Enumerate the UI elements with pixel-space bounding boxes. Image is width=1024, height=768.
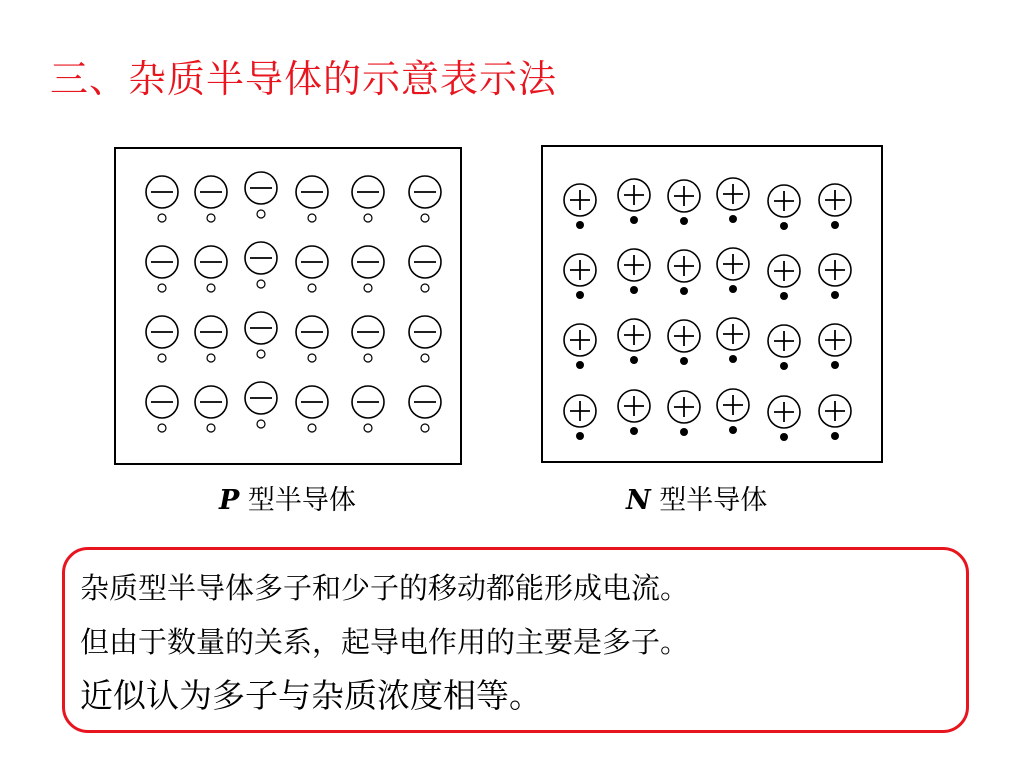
acceptor-ion (195, 246, 227, 292)
donor-ion (768, 185, 800, 230)
n-type-label: 型半导体 (659, 485, 768, 516)
hole-icon (308, 214, 316, 222)
electron-icon (831, 221, 839, 229)
note-line-1: 杂质型半导体多子和少子的移动都能形成电流。 (80, 571, 690, 605)
electron-icon (729, 215, 737, 223)
p-type-letter: P (219, 485, 240, 516)
donor-ion (819, 324, 851, 369)
acceptor-ion (352, 386, 384, 432)
electron-icon (576, 361, 584, 369)
acceptor-ion (409, 176, 441, 222)
donor-ion (618, 249, 650, 294)
hole-icon (364, 424, 372, 432)
electron-icon (729, 355, 737, 363)
n-type-ion-grid (564, 178, 851, 441)
hole-icon (158, 284, 166, 292)
donor-ion (819, 184, 851, 229)
donor-ion (564, 324, 596, 369)
acceptor-ion (296, 316, 328, 362)
note-line-2: 但由于数量的关系，起导电作用的主要是多子。 (80, 625, 690, 659)
acceptor-ion (146, 316, 178, 362)
hole-icon (158, 214, 166, 222)
donor-ion (564, 184, 596, 229)
electron-icon (576, 432, 584, 440)
p-type-label: 型半导体 (247, 485, 356, 516)
hole-icon (257, 280, 265, 288)
electron-icon (576, 291, 584, 299)
donor-ion (768, 325, 800, 370)
hole-icon (421, 284, 429, 292)
electron-icon (780, 362, 788, 370)
donor-ion (618, 319, 650, 364)
hole-icon (421, 214, 429, 222)
acceptor-ion (245, 382, 277, 428)
acceptor-ion (146, 386, 178, 432)
hole-icon (308, 424, 316, 432)
electron-icon (630, 216, 638, 224)
hole-icon (308, 284, 316, 292)
acceptor-ion (146, 176, 178, 222)
electron-icon (680, 428, 688, 436)
n-type-caption (626, 478, 767, 517)
note-line-3: 近似认为多子与杂质浓度相等。 (80, 676, 542, 715)
acceptor-ion (352, 246, 384, 292)
donor-ion (768, 396, 800, 441)
hole-icon (207, 214, 215, 222)
hole-icon (257, 210, 265, 218)
hole-icon (207, 284, 215, 292)
electron-icon (831, 361, 839, 369)
electron-icon (780, 433, 788, 441)
electron-icon (576, 221, 584, 229)
acceptor-ion (245, 312, 277, 358)
electron-icon (831, 432, 839, 440)
acceptor-ion (195, 316, 227, 362)
hole-icon (257, 350, 265, 358)
donor-ion (819, 254, 851, 299)
hole-icon (421, 424, 429, 432)
hole-icon (158, 354, 166, 362)
donor-ion (564, 254, 596, 299)
electron-icon (630, 427, 638, 435)
p-type-caption (219, 478, 356, 517)
electron-icon (780, 292, 788, 300)
hole-icon (308, 354, 316, 362)
hole-icon (207, 424, 215, 432)
donor-ion (819, 395, 851, 440)
donor-ion (717, 248, 749, 293)
acceptor-ion (245, 172, 277, 218)
donor-ion (668, 250, 700, 295)
electron-icon (729, 285, 737, 293)
acceptor-ion (146, 246, 178, 292)
acceptor-ion (296, 386, 328, 432)
donor-ion (717, 389, 749, 434)
acceptor-ion (245, 242, 277, 288)
p-type-ion-grid (146, 172, 441, 432)
hole-icon (207, 354, 215, 362)
hole-icon (421, 354, 429, 362)
acceptor-ion (409, 246, 441, 292)
donor-ion (668, 391, 700, 436)
hole-icon (257, 420, 265, 428)
donor-ion (717, 178, 749, 223)
electron-icon (680, 287, 688, 295)
acceptor-ion (195, 386, 227, 432)
hole-icon (364, 354, 372, 362)
electron-icon (680, 217, 688, 225)
donor-ion (618, 390, 650, 435)
electron-icon (831, 291, 839, 299)
slide-title: 三、杂质半导体的示意表示法 (50, 57, 558, 101)
acceptor-ion (409, 316, 441, 362)
electron-icon (630, 356, 638, 364)
electron-icon (680, 357, 688, 365)
donor-ion (668, 180, 700, 225)
electron-icon (729, 426, 737, 434)
n-type-letter: N (626, 485, 651, 516)
acceptor-ion (296, 176, 328, 222)
acceptor-ion (409, 386, 441, 432)
donor-ion (564, 395, 596, 440)
acceptor-ion (352, 316, 384, 362)
donor-ion (668, 320, 700, 365)
n-type-frame (542, 146, 882, 462)
donor-ion (768, 255, 800, 300)
hole-icon (158, 424, 166, 432)
electron-icon (630, 286, 638, 294)
acceptor-ion (195, 176, 227, 222)
donor-ion (618, 179, 650, 224)
hole-icon (364, 214, 372, 222)
donor-ion (717, 318, 749, 363)
electron-icon (780, 222, 788, 230)
acceptor-ion (296, 246, 328, 292)
acceptor-ion (352, 176, 384, 222)
hole-icon (364, 284, 372, 292)
